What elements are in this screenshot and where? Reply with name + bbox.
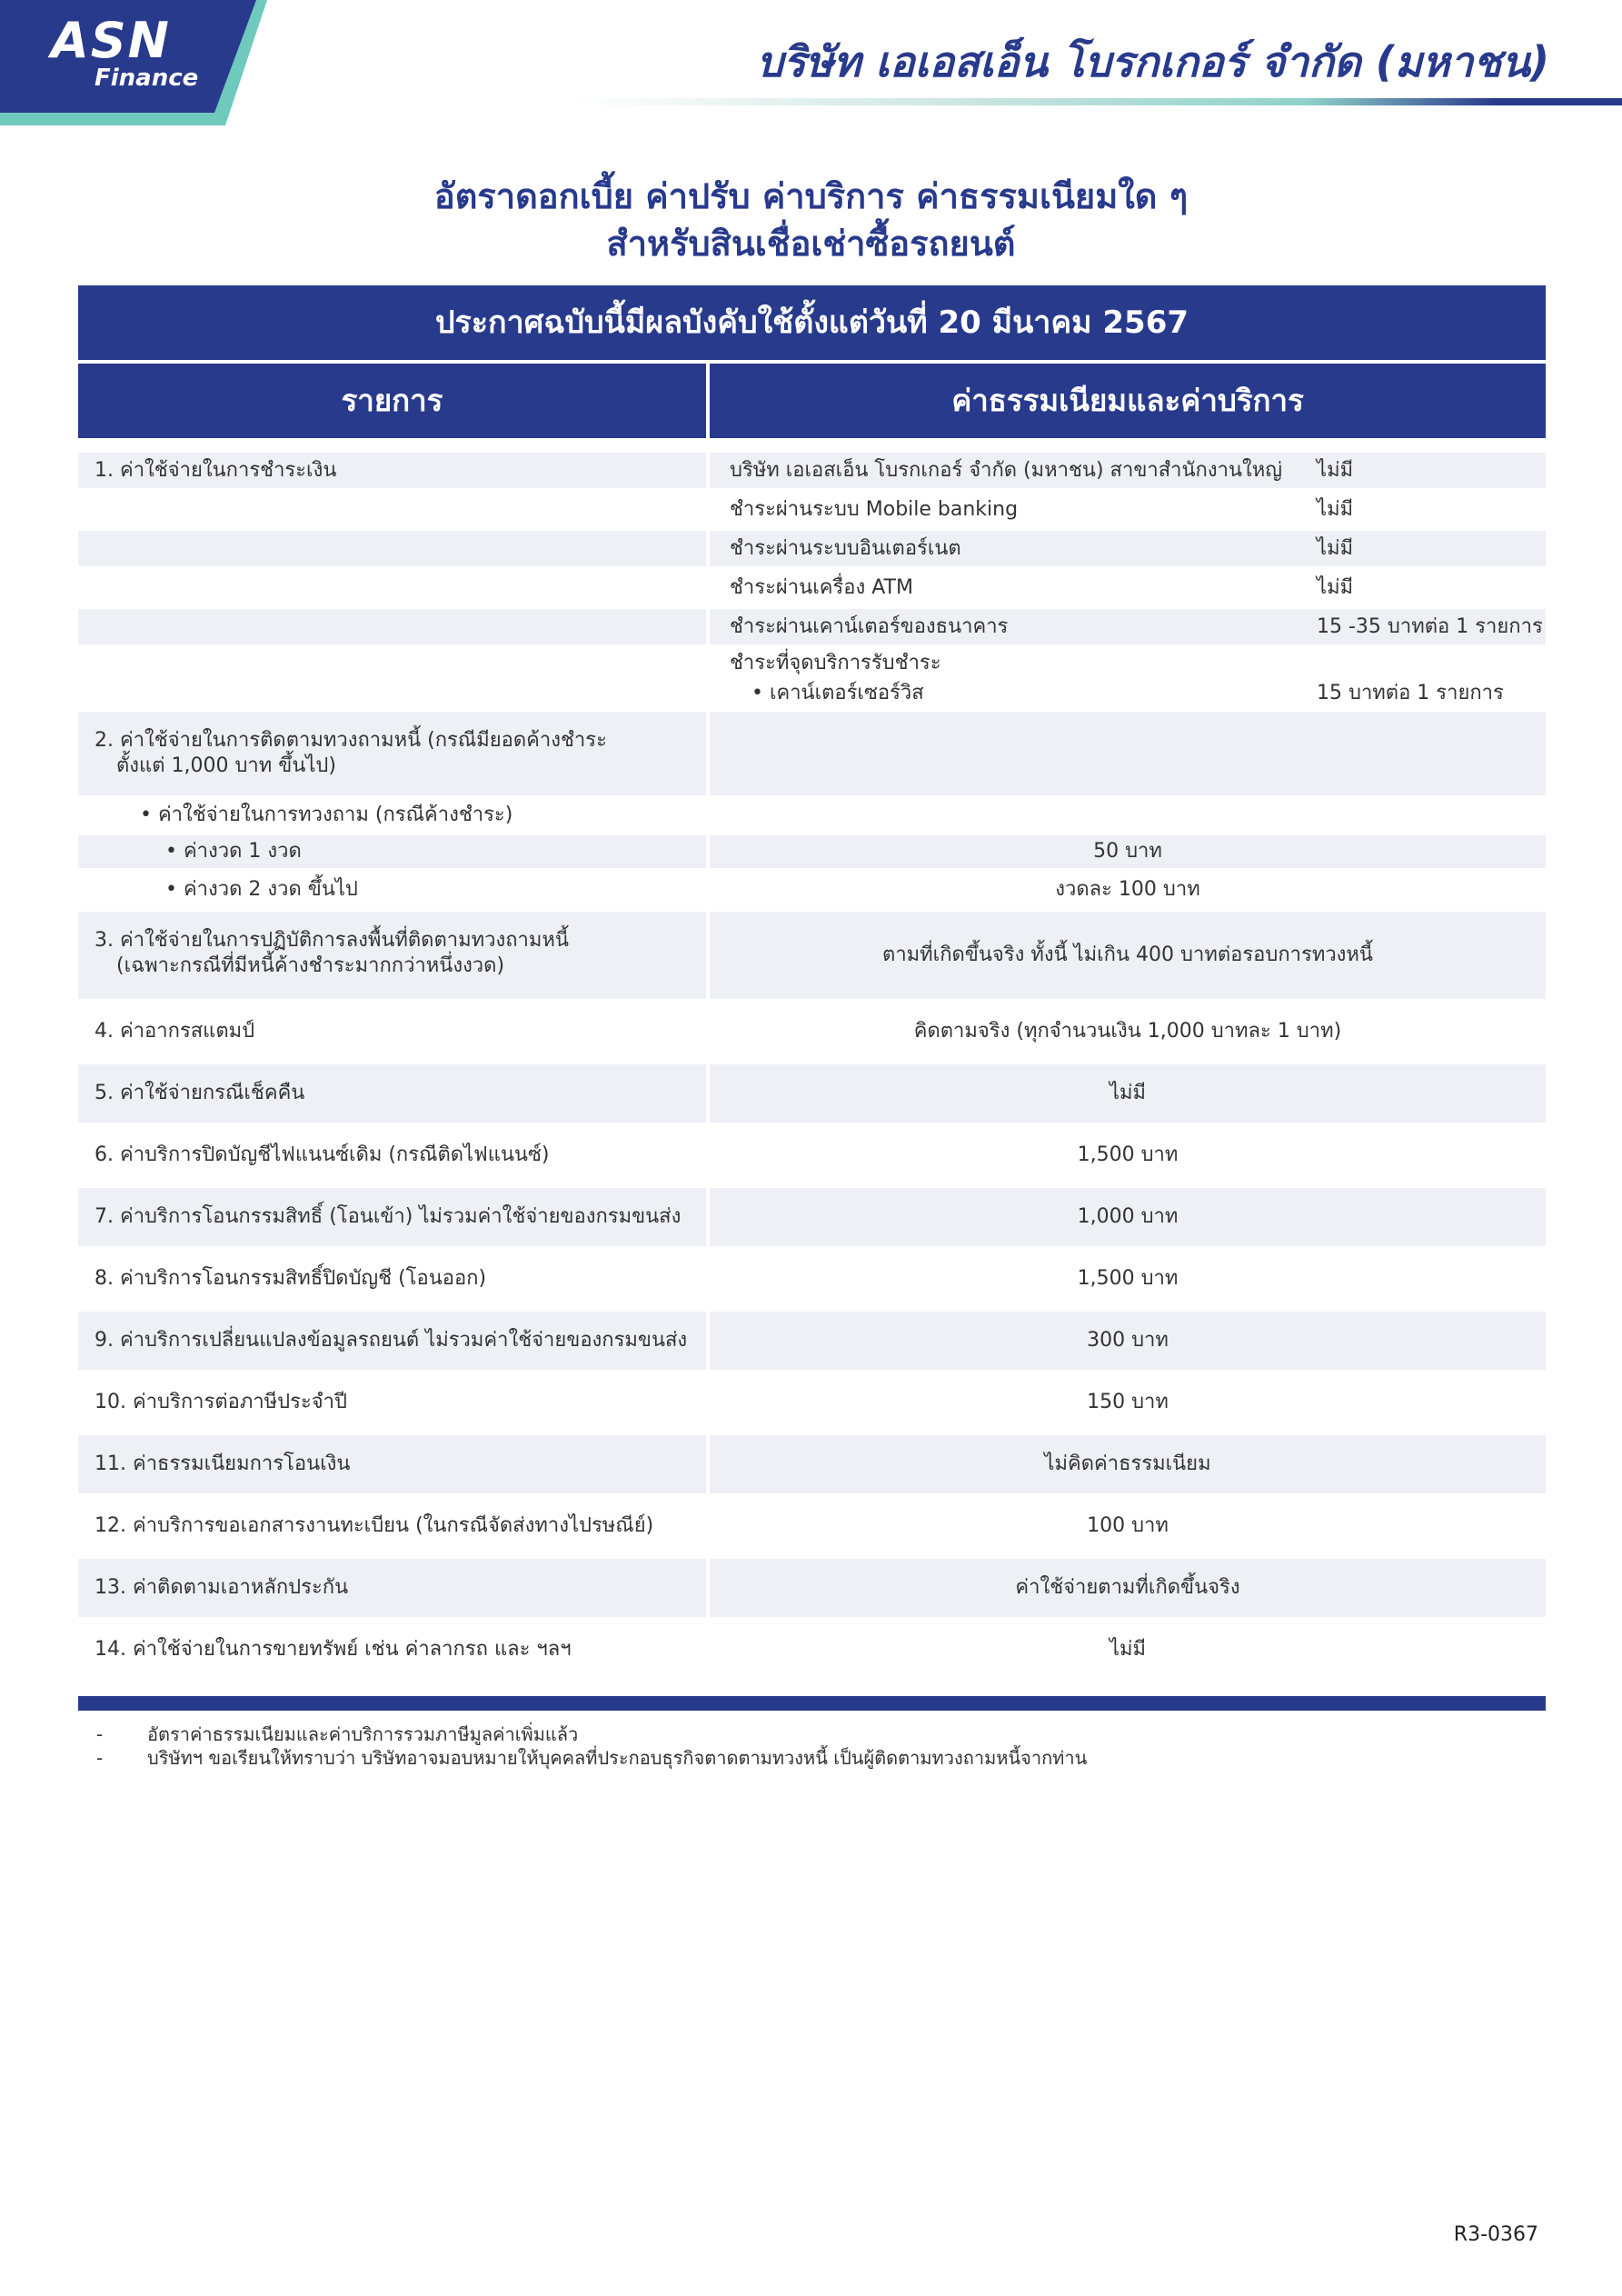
row-label: 4. ค่าอากรสแตมป์ — [95, 1020, 255, 1043]
row-label: 1. ค่าใช้จ่ายในการชำระเงิน — [78, 453, 706, 488]
row-fee: ไม่มี — [1109, 1638, 1147, 1661]
row-label: 6. ค่าบริการปิดบัญชีไฟแนนซ์เดิม (กรณีติดไฟแนนซ์) — [95, 1143, 550, 1166]
row-sublabel: • ค่างวด 2 งวด ขึ้นไป — [165, 878, 358, 901]
row-fee: ไม่คิดค่าธรรมเนียม — [710, 1435, 1546, 1493]
table-row — [78, 1497, 1546, 1555]
table-row — [78, 492, 1546, 527]
row-fee: ตามที่เกิดขึ้นจริง ทั้งนี้ ไม่เกิน 400 บาทต่อรอบการทวงหนี้ — [710, 912, 1546, 999]
fee-table — [78, 285, 1546, 1682]
table-row — [78, 570, 1546, 605]
table-row — [78, 912, 1546, 999]
row-fee: 300 บาท — [710, 1312, 1546, 1370]
row-label: 13. ค่าติดตามเอาหลักประกัน — [78, 1559, 706, 1617]
title-line-1: อัตราดอกเบี้ย ค่าปรับ ค่าบริการ ค่าธรรมเนียมใด ๆ — [433, 176, 1189, 216]
row-fee: 1,500 บาท — [1077, 1267, 1179, 1290]
row-fee: 50 บาท — [710, 835, 1546, 868]
row-fee: งวดละ 100 บาท — [1055, 878, 1200, 901]
effective-date-banner: ประกาศฉบับนี้มีผลบังคับใช้ตั้งแต่วันที่ 20 มีนาคม 2567 — [78, 285, 1546, 360]
table-row — [78, 1559, 1546, 1617]
footnote — [96, 1746, 1087, 1770]
table-row — [78, 1435, 1546, 1493]
row-sublabel: • ค่าใช้จ่ายในการทวงถาม (กรณีค้างชำระ) — [140, 804, 513, 826]
channel-fee: ไม่มี — [1317, 576, 1354, 599]
row-fee: 1,000 บาท — [710, 1188, 1546, 1246]
footnote-text: บริษัทฯ ขอเรียนให้ทราบว่า บริษัทอาจมอบหมายให้บุคคลที่ประกอบธุรกิจตาดตามทวงหนี้ เป็นผู้ติดตามทวงถามหนี้จากท่าน — [147, 1747, 1088, 1769]
row-label: 12. ค่าบริการขอเอกสารงานทะเบียน (ในกรณีจัดส่งทางไปรษณีย์) — [95, 1514, 654, 1537]
table-row — [78, 1250, 1546, 1308]
row-label: 11. ค่าธรรมเนียมการโอนเงิน — [78, 1435, 706, 1493]
channel-fee: 15 -35 บาทต่อ 1 รายการ — [1317, 615, 1543, 638]
row-label: 9. ค่าบริการเปลี่ยนแปลงข้อมูลรถยนต์ ไม่รวมค่าใช้จ่ายของกรมขนส่ง — [78, 1312, 706, 1370]
company-name: บริษัท เอเอสเอ็น โบรกเกอร์ จำกัด (มหาชน) — [756, 37, 1549, 86]
channel-name: ชำระผ่านระบบ Mobile banking — [730, 498, 1019, 521]
table-header — [78, 364, 1546, 438]
document-code: R3-0367 — [1453, 2223, 1538, 2246]
table-row — [78, 1003, 1546, 1061]
row-label: 5. ค่าใช้จ่ายกรณีเช็คคืน — [78, 1064, 706, 1123]
channel-name: ชำระผ่านเครื่อง ATM — [730, 576, 913, 599]
column-header-item: รายการ — [78, 364, 706, 438]
logo-sub: Finance — [95, 65, 199, 92]
row-label: 10. ค่าบริการต่อภาษีประจำปี — [95, 1391, 347, 1413]
table-footer-bar — [78, 1696, 1546, 1711]
channel-name: ชำระผ่านเคาน์เตอร์ของธนาคาร — [730, 615, 1009, 638]
title-line-2: สำหรับสินเชื่อเช่าซื้อรถยนต์ — [606, 224, 1016, 264]
row-fee: 100 บาท — [1087, 1514, 1169, 1537]
service-point-sub: • เคาน์เตอร์เซอร์วิส — [751, 682, 924, 704]
table-row — [78, 609, 1546, 644]
row-label: 2. ค่าใช้จ่ายในการติดตามทวงถามหนี้ (กรณีมียอดค้างชำระ — [95, 729, 607, 752]
company-logo — [0, 0, 273, 127]
table-row — [78, 799, 1546, 832]
channel-fee: ไม่มี — [1317, 459, 1354, 482]
footnote-text: อัตราค่าธรรมเนียมและค่าบริการรวมภาษีมูลค่าเพิ่มแล้ว — [147, 1723, 579, 1745]
row-label: 14. ค่าใช้จ่ายในการขายทรัพย์ เช่น ค่าลากรถ และ ฯลฯ — [95, 1638, 572, 1661]
channel-fee: ไม่มี — [1317, 498, 1354, 521]
row-sublabel: • ค่างวด 1 งวด — [78, 835, 706, 868]
table-row — [78, 531, 1546, 566]
service-point-fee: 15 บาทต่อ 1 รายการ — [1317, 682, 1504, 704]
row-fee: คิดตามจริง (ทุกจำนวนเงิน 1,000 บาทละ 1 บาท) — [913, 1020, 1342, 1043]
footnotes — [96, 1722, 1087, 1770]
table-row — [78, 1373, 1546, 1432]
logo-brand: ASN — [51, 12, 171, 69]
header-rule — [572, 98, 1622, 105]
table-row — [78, 1312, 1546, 1370]
row-label: 7. ค่าบริการโอนกรรมสิทธิ์ (โอนเข้า) ไม่รวมค่าใช้จ่ายของกรมขนส่ง — [78, 1188, 706, 1246]
service-point-label: ชำระที่จุดบริการรับชำระ — [730, 652, 941, 674]
table-body — [78, 453, 1546, 1679]
row-fee: ไม่มี — [710, 1064, 1546, 1123]
row-label: 3. ค่าใช้จ่ายในการปฏิบัติการลงพื้นที่ติดตามทวงถามหนี้ — [95, 929, 569, 952]
column-header-fee: ค่าธรรมเนียมและค่าบริการ — [710, 364, 1546, 438]
channel-name: ชำระผ่านระบบอินเตอร์เนต — [730, 537, 961, 560]
row-label-cont: ตั้งแต่ 1,000 บาท ขึ้นไป) — [116, 754, 336, 777]
row-label: 8. ค่าบริการโอนกรรมสิทธิ์ปิดบัญชี (โอนออก) — [95, 1267, 487, 1290]
footnote-dash: - — [96, 1747, 104, 1769]
table-row — [78, 1064, 1546, 1123]
table-row — [78, 648, 1546, 708]
table-row — [78, 835, 1546, 868]
channel-fee: ไม่มี — [1317, 537, 1354, 560]
row-fee: 150 บาท — [1087, 1391, 1169, 1413]
table-row — [78, 712, 1546, 795]
footnote — [96, 1722, 1087, 1746]
table-row — [78, 1126, 1546, 1184]
table-row — [78, 1188, 1546, 1246]
table-row — [78, 453, 1546, 488]
table-row — [78, 872, 1546, 908]
document-title — [0, 173, 1622, 267]
table-row — [78, 1621, 1546, 1679]
row-fee: 1,500 บาท — [1077, 1143, 1179, 1166]
row-label-cont: (เฉพาะกรณีที่มีหนี้ค้างชำระมากกว่าหนึ่งงวด) — [116, 954, 505, 977]
footnote-dash: - — [96, 1723, 104, 1745]
channel-name: บริษัท เอเอสเอ็น โบรกเกอร์ จำกัด (มหาชน) สาขาสำนักงานใหญ่ — [730, 459, 1282, 482]
row-fee: ค่าใช้จ่ายตามที่เกิดขึ้นจริง — [710, 1559, 1546, 1617]
